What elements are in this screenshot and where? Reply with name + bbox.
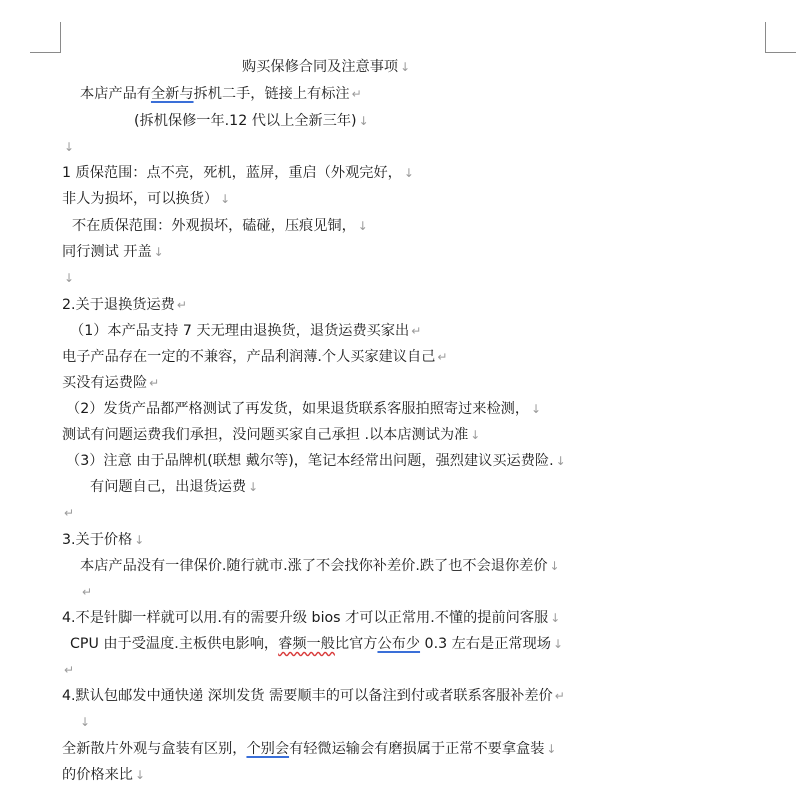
doc-line: 测试有问题运费我们承担，没问题买家自己承担 .以本店测试为准 ↓ <box>62 427 481 443</box>
doc-line: 本店产品有全新与拆机二手，链接上有标注 ↵ <box>80 86 362 102</box>
doc-line: （3）注意 由于品牌机(联想 戴尔等)，笔记本经常出问题，强烈建议买运费险. ↓ <box>66 453 566 469</box>
document-title: 购买保修合同及注意事项 ↓ <box>242 59 411 75</box>
doc-line: CPU 由于受温度.主板供电影响，睿频一般比官方公布少 0.3 左右是正常现场 ↓ <box>70 636 564 652</box>
section-heading: 4.不是针脚一样就可以用.有的需要升级 bios 才可以正常用.不懂的提前问客服 ↓ <box>62 610 561 626</box>
doc-line: 电子产品存在一定的不兼容，产品利润薄.个人买家建议自己 ↵ <box>62 349 448 365</box>
doc-line: ↓ <box>64 140 75 154</box>
crop-mark-top-left <box>30 22 61 53</box>
underlined-phrase: 全新与 <box>150 86 194 102</box>
doc-line: 有问题自己，出退货运费 ↓ <box>90 479 259 495</box>
doc-line: 同行测试 开盖 ↓ <box>62 244 164 260</box>
doc-line: ↓ <box>80 715 91 729</box>
doc-line: (拆机保修一年.12 代以上全新三年) ↓ <box>134 113 369 129</box>
section-heading: 2.关于退换货运费 ↵ <box>62 297 187 313</box>
crop-mark-top-right <box>765 22 796 53</box>
doc-line: 1 质保范围：点不亮，死机，蓝屏，重启（外观完好， ↓ <box>62 165 414 181</box>
doc-line: ↓ <box>64 271 75 285</box>
doc-line: ↵ <box>64 506 75 520</box>
doc-line: 非人为损坏，可以换货） ↓ <box>62 191 231 207</box>
section-heading: 3.关于价格 ↓ <box>62 532 145 548</box>
underlined-phrase: 公布少 <box>377 636 421 652</box>
doc-line: ↵ <box>64 663 75 677</box>
doc-line: 买没有运费险 ↵ <box>62 375 160 391</box>
doc-line: 的价格来比 ↓ <box>62 767 146 783</box>
doc-line: （1）本产品支持 7 天无理由退换货，退货运费买家出 ↵ <box>70 323 422 339</box>
spellcheck-underlined-phrase: 睿频一般 <box>278 636 335 652</box>
doc-line: （2）发货产品都严格测试了再发货，如果退货联系客服拍照寄过来检测， ↓ <box>66 401 542 417</box>
line-break-mark: ↓ <box>400 60 411 74</box>
doc-line: ↵ <box>82 585 93 599</box>
doc-line: 本店产品没有一律保价.随行就市.涨了不会找你补差价.跌了也不会退你差价 ↓ <box>80 558 560 574</box>
doc-line: 全新散片外观与盒装有区别，个别会有轻微运输会有磨损属于正常不要拿盒装 ↓ <box>62 741 557 757</box>
section-heading: 4.默认包邮发中通快递 深圳发货 需要顺丰的可以备注到付或者联系客服补差价 ↵ <box>62 688 565 704</box>
doc-line: 不在质保范围：外观损坏，磕碰，压痕见铜， ↓ <box>72 218 368 234</box>
underlined-phrase: 个别会 <box>246 741 290 757</box>
